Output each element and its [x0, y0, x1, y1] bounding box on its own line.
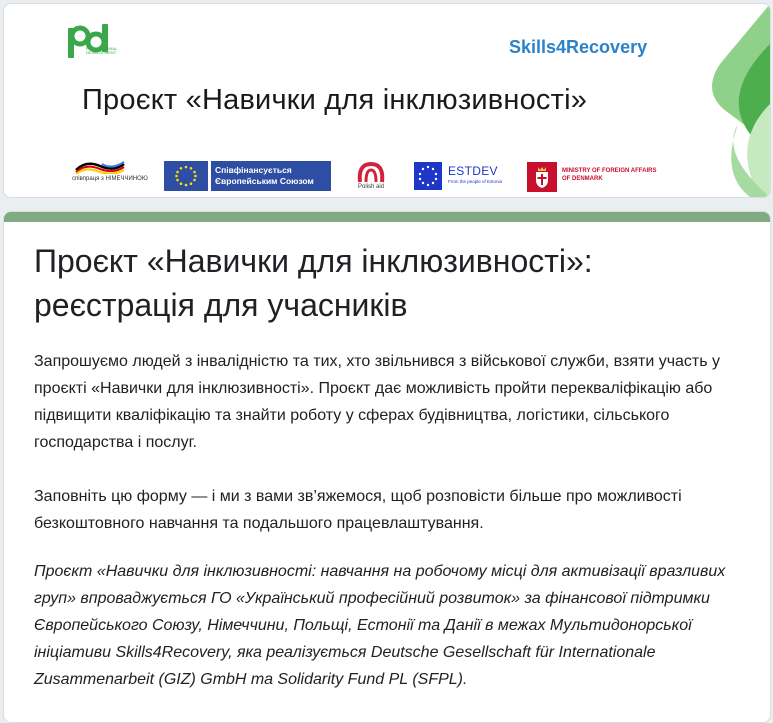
form-title: Проєкт «Навички для інклюзивності»: реєстрація для учасників — [34, 243, 593, 323]
eu-flag-icon — [164, 161, 208, 191]
denmark-logo-text: MINISTRY OF FOREIGN AFFAIRS OF DENMARK — [562, 168, 657, 182]
germany-flag-icon — [72, 160, 128, 174]
denmark-crest-icon — [527, 162, 557, 192]
polish-aid-logo — [354, 160, 388, 194]
estdev-logo-subtitle: From the people of Estonia — [448, 179, 503, 184]
polish-aid-icon — [354, 160, 388, 184]
card-accent-bar — [4, 212, 770, 222]
header-banner — [3, 3, 771, 198]
form-description-paragraph-2: Заповніть цю форму — і ми з вами зв’яжемося, щоб розповісти більше про можливості безкоштовного навчання та подальшого працевлаштування. — [34, 488, 682, 532]
germany-logo-text: співпраця з НІМЕЧЧИНОЮ — [72, 176, 148, 182]
pd-logo-subtitle: PROFESSIONAL DEVELOPMENT — [86, 46, 118, 55]
eu-logo-text: Співфінансується Європейським Союзом — [211, 161, 331, 191]
polish-aid-text: Polish aid — [357, 184, 384, 190]
form-description-paragraph-3: Проєкт «Навички для інклюзивності: навчання на робочому місці для активізації вразливих груп» впроваджується ГО «Український професійний розвиток» за фінансової підтримки Європейського Союзу, Німеччини, Польщі, Естонії та Данії в межах Мультидонорської ініціативи Skills4Recovery, яка реалізується Deutsche Gesellschaft für Internationale Zusammenarbeit (GIZ) GmbH та Solidarity Fund PL (SFPL). — [34, 563, 726, 688]
estdev-logo-text: ESTDEV — [448, 164, 498, 178]
germany-logo — [72, 160, 148, 194]
estdev-stars-icon — [414, 162, 442, 190]
pd-logo-icon — [66, 22, 114, 62]
banner-title: Проєкт «Навички для інклюзивності» — [82, 84, 588, 116]
form-description-card — [3, 211, 771, 723]
form-description-paragraph-1: Запрошуємо людей з інвалідністю та тих, хто звільнився з військової служби, взяти участь у проєкті «Навички для інклюзивності». Проєкт дає можливість пройти перекваліфікацію або підвищити кваліфікацію та знайти роботу у сферах будівництва, логістики, сільського господарства і послуг. — [34, 353, 721, 451]
partner-logos — [4, 154, 770, 194]
skills4recovery-logo: Skills4Recovery — [509, 37, 648, 57]
